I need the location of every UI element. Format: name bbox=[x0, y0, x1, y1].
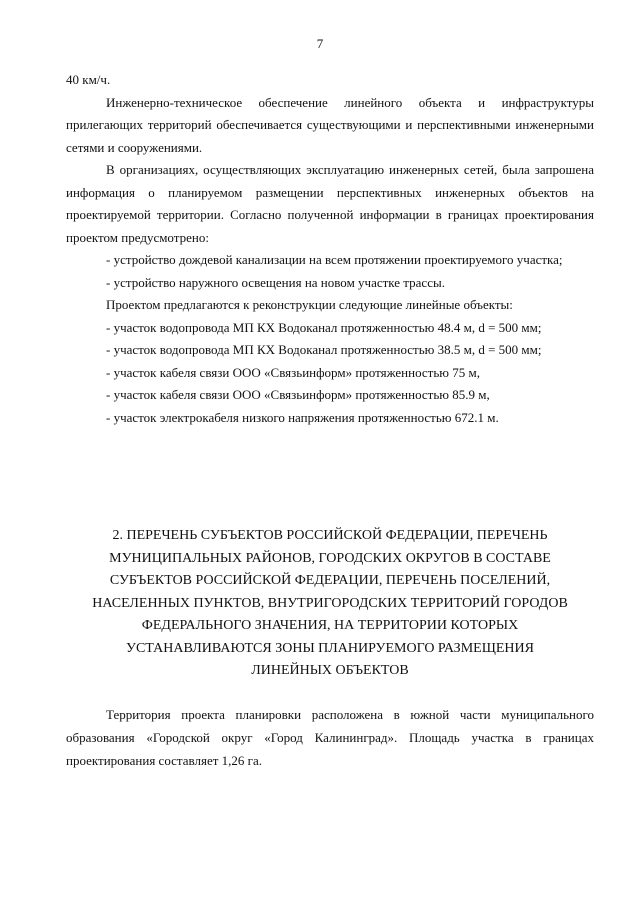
paragraph-engineering-support: Инженерно-техническое обеспечение линейного объекта и инфраструктуры прилегающих территорий обеспечивается существующими и перспективными инженерными сетями и сооружениями. bbox=[66, 94, 594, 155]
section-body bbox=[66, 703, 594, 772]
document-body bbox=[66, 69, 594, 429]
list-item-power-cable: - участок электрокабеля низкого напряжения протяженностью 672.1 м. bbox=[106, 409, 499, 425]
paragraph-organizations: В организациях, осуществляющих эксплуатацию инженерных сетей, была запрошена информация о планируемом размещении перспективных инженерных объектов на проектируемой территории. Согласно полученной информации в границах проектирования проектом предусмотрено: bbox=[66, 162, 594, 245]
paragraph-territory: Территория проекта планировки расположена в южной части муниципального образования «Городской округ «Город Калининград». Площадь участка в границах проектирования составляет 1,26 га. bbox=[66, 707, 594, 768]
list-item-storm-sewer: - устройство дождевой канализации на всем протяжении проектируемого участка; bbox=[106, 252, 563, 267]
list-item-cable-1: - участок кабеля связи ООО «Связьинформ» протяженностью 75 м, bbox=[106, 364, 480, 380]
list-item-lighting: - устройство наружного освещения на новом участке трассы. bbox=[106, 274, 445, 290]
list-item-cable-2: - участок кабеля связи ООО «Связьинформ» протяженностью 85.9 м, bbox=[106, 387, 490, 402]
list-item-water-2: - участок водопровода МП КХ Водоканал протяженностью 38.5 м, d = 500 мм; bbox=[106, 342, 542, 357]
page-number: 7 bbox=[316, 36, 324, 51]
paragraph-speed: 40 км/ч. bbox=[66, 72, 111, 87]
section-heading: 2. ПЕРЕЧЕНЬ СУБЪЕКТОВ РОССИЙСКОЙ ФЕДЕРАЦИИ, ПЕРЕЧЕНЬ МУНИЦИПАЛЬНЫХ РАЙОНОВ, ГОРОДСКИХ ОКРУГОВ В СОСТАВЕ СУБЪЕКТОВ РОССИЙСКОЙ ФЕДЕРАЦИИ, ПЕРЕЧЕНЬ ПОСЕЛЕНИЙ, НАСЕЛЕННЫХ ПУНКТОВ, ВНУТРИГОРОДСКИХ ТЕРРИТОРИЙ ГОРОДОВ ФЕДЕРАЛЬНОГО ЗНАЧЕНИЯ, НА ТЕРРИТОРИИ КОТОРЫХ УСТАНАВЛИВАЮТСЯ ЗОНЫ ПЛАНИРУЕМОГО РАЗМЕЩЕНИЯ ЛИНЕЙНЫХ ОБЪЕКТОВ bbox=[92, 528, 568, 678]
list-item-water-1: - участок водопровода МП КХ Водоканал протяженностью 48.4 м, d = 500 мм; bbox=[106, 319, 542, 335]
paragraph-reconstruction-intro: Проектом предлагаются к реконструкции следующие линейные объекты: bbox=[106, 297, 513, 312]
